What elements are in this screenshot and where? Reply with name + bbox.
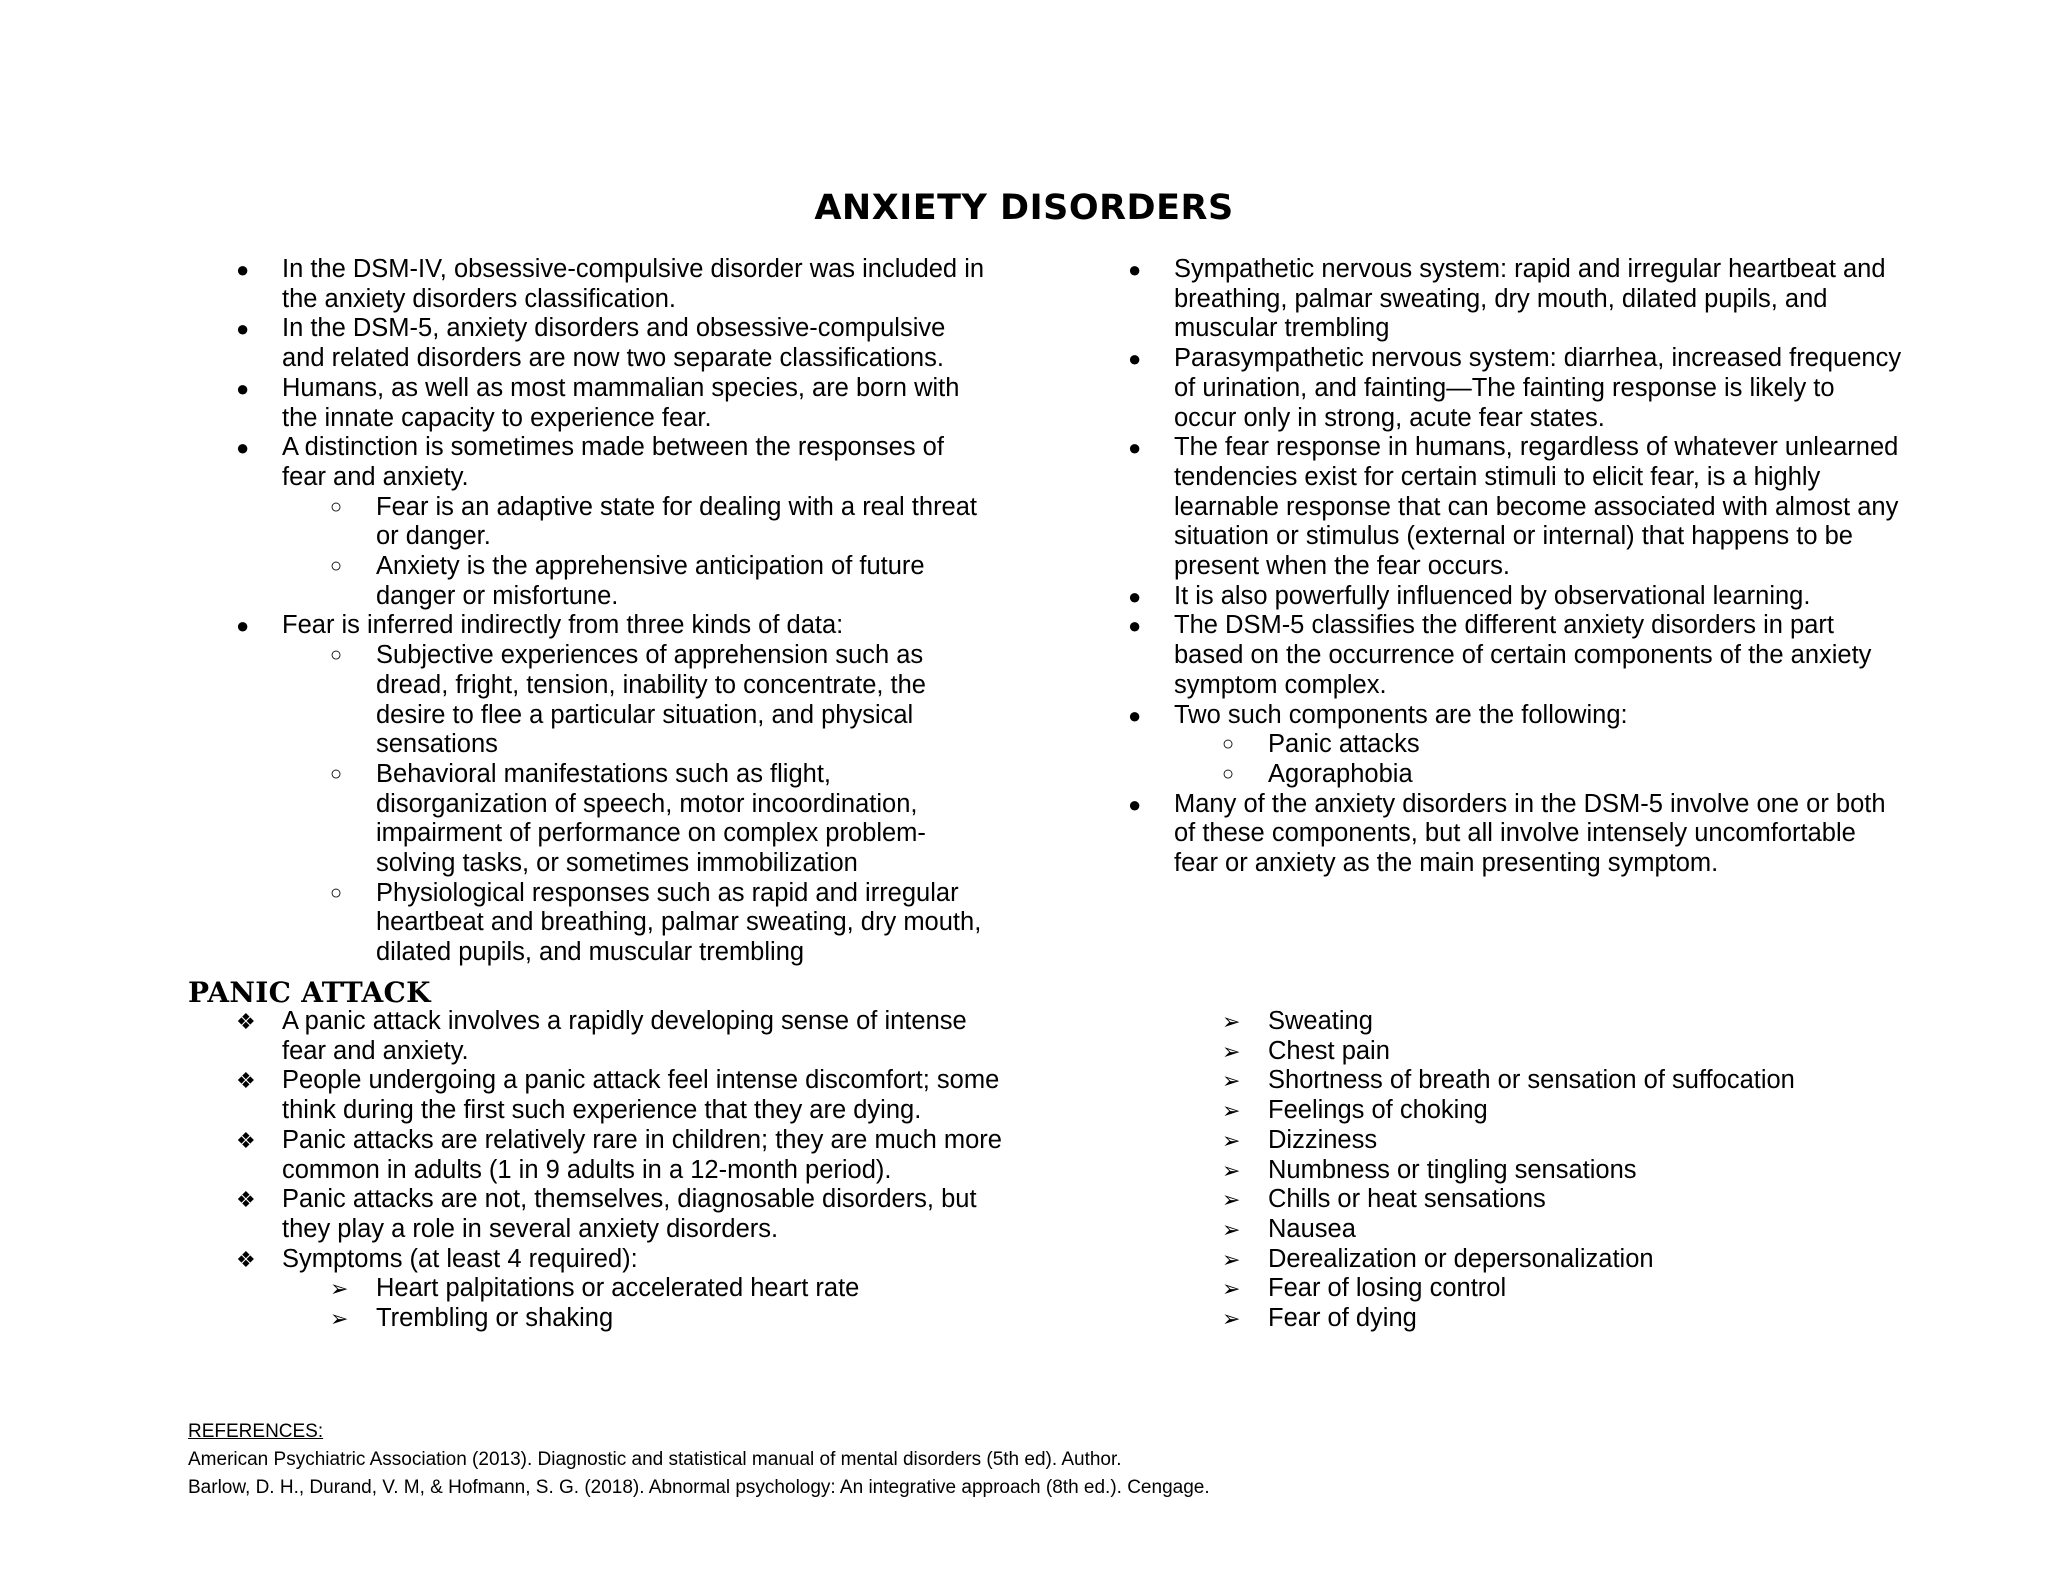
diamond-bullet-icon: ❖ bbox=[236, 1246, 256, 1272]
dot-bullet-icon: ● bbox=[1128, 346, 1142, 372]
symptom-item bbox=[1122, 1096, 1902, 1126]
sub-list-item bbox=[1122, 760, 1902, 790]
symptom-text: Shortness of breath or sensation of suffocation bbox=[1268, 1066, 1795, 1095]
symptom-item bbox=[1122, 1066, 1902, 1096]
list-item-text: A panic attack involves a rapidly developing sense of intense fear and anxiety. bbox=[282, 1007, 967, 1065]
symptom-item bbox=[1122, 1215, 1902, 1245]
symptom-item bbox=[1122, 1274, 1902, 1304]
list-item bbox=[230, 611, 990, 641]
sub-list-item-text: Fear is an adaptive state for dealing with a real threat or danger. bbox=[376, 492, 978, 551]
list-item-text: Panic attacks are relatively rare in children; they are much more common in adults (1 in 9 adults in a 12-month period). bbox=[282, 1125, 1002, 1184]
list-item bbox=[1122, 433, 1902, 582]
list-item-text: People undergoing a panic attack feel intense discomfort; some think during the first such experience that they are dying. bbox=[282, 1066, 1000, 1125]
symptom-item bbox=[1122, 1304, 1902, 1334]
reference-item: American Psychiatric Association (2013). Diagnostic and statistical manual of mental disorders (5th ed). Author. bbox=[188, 1449, 1122, 1470]
panic-attack-heading: PANIC ATTACK bbox=[188, 976, 431, 1009]
list-item bbox=[230, 433, 990, 492]
list-item bbox=[1122, 344, 1902, 433]
reference-item: Barlow, D. H., Durand, V. M, & Hofmann, S. G. (2018). Abnormal psychology: An integrative approach (8th ed.). Cengage. bbox=[188, 1477, 1210, 1498]
arrow-bullet-icon: ➢ bbox=[1222, 1246, 1241, 1272]
references bbox=[188, 1418, 1210, 1502]
ring-bullet-icon: ○ bbox=[330, 495, 343, 518]
dot-bullet-icon: ● bbox=[1128, 257, 1142, 282]
list-item bbox=[230, 255, 990, 314]
sub-list-item bbox=[230, 1304, 1010, 1334]
page-title: ANXIETY DISORDERS bbox=[814, 188, 1234, 228]
symptom-text: Chest pain bbox=[1268, 1036, 1390, 1065]
symptom-text: Fear of dying bbox=[1268, 1304, 1417, 1333]
sub-list-item bbox=[230, 879, 990, 968]
list-item bbox=[230, 314, 990, 373]
sub-list-item bbox=[230, 760, 990, 879]
dot-bullet-icon: ● bbox=[1128, 791, 1142, 817]
diamond-bullet-icon: ❖ bbox=[236, 1009, 256, 1034]
sub-list-item bbox=[230, 641, 990, 760]
overview-right-list bbox=[1122, 255, 1902, 879]
list-item-text: Parasympathetic nervous system: diarrhea, increased frequency of urination, and fainting—The fainting response is likely to occur only in strong, acute fear states. bbox=[1174, 344, 1902, 432]
sub-list-item-text: Agoraphobia bbox=[1268, 759, 1413, 788]
symptom-item bbox=[1122, 1156, 1902, 1186]
list-item bbox=[1122, 255, 1902, 344]
list-item bbox=[1122, 701, 1902, 731]
panic-left-list bbox=[230, 1007, 1010, 1334]
ring-bullet-icon: ○ bbox=[1222, 733, 1235, 756]
list-item-text: It is also powerfully influenced by observational learning. bbox=[1174, 581, 1811, 610]
arrow-bullet-icon: ➢ bbox=[330, 1276, 349, 1302]
symptom-text: Fear of losing control bbox=[1268, 1274, 1507, 1303]
arrow-bullet-icon: ➢ bbox=[1222, 1276, 1241, 1302]
list-item bbox=[230, 374, 990, 433]
list-item-text: Panic attacks are not, themselves, diagnosable disorders, but they play a role in several anxiety disorders. bbox=[282, 1185, 977, 1243]
sub-list-item-text: Physiological responses such as rapid and irregular heartbeat and breathing, palmar sweating, dry mouth, dilated pupils, and muscular trembling bbox=[376, 878, 982, 967]
arrow-bullet-icon: ➢ bbox=[1222, 1098, 1241, 1124]
diamond-bullet-icon: ❖ bbox=[236, 1068, 256, 1094]
list-item-text: The fear response in humans, regardless of whatever unlearned tendencies exist for certain stimuli to elicit fear, is a highly learnable response that can become associated with almost any situation or stimulus (external or internal) that happens to be present when the fear occurs. bbox=[1174, 433, 1899, 581]
sub-list-item bbox=[1122, 730, 1902, 760]
symptom-text: Dizziness bbox=[1268, 1125, 1378, 1154]
dot-bullet-icon: ● bbox=[236, 316, 250, 342]
sub-list-item-text: Trembling or shaking bbox=[376, 1304, 614, 1333]
arrow-bullet-icon: ➢ bbox=[1222, 1038, 1241, 1064]
dot-bullet-icon: ● bbox=[236, 613, 250, 639]
panic-symptoms-list bbox=[1122, 1007, 1902, 1334]
list-item bbox=[230, 1185, 1010, 1244]
list-item-text: Two such components are the following: bbox=[1174, 700, 1628, 729]
list-item bbox=[230, 1066, 1010, 1125]
symptom-item bbox=[1122, 1245, 1902, 1275]
list-item bbox=[230, 1126, 1010, 1185]
references-heading: REFERENCES: bbox=[188, 1421, 324, 1442]
symptom-text: Nausea bbox=[1268, 1214, 1356, 1243]
symptom-text: Sweating bbox=[1268, 1007, 1373, 1035]
arrow-bullet-icon: ➢ bbox=[1222, 1009, 1241, 1034]
overview-left-list bbox=[230, 255, 990, 968]
dot-bullet-icon: ● bbox=[236, 257, 250, 282]
list-item-text: Humans, as well as most mammalian species, are born with the innate capacity to experience fear. bbox=[282, 373, 960, 432]
symptom-item bbox=[1122, 1185, 1902, 1215]
sub-list-item-text: Panic attacks bbox=[1268, 730, 1420, 759]
symptom-text: Derealization or depersonalization bbox=[1268, 1244, 1654, 1273]
list-item-text: Fear is inferred indirectly from three kinds of data: bbox=[282, 611, 844, 640]
arrow-bullet-icon: ➢ bbox=[1222, 1306, 1241, 1332]
arrow-bullet-icon: ➢ bbox=[330, 1306, 349, 1332]
diamond-bullet-icon: ❖ bbox=[236, 1127, 256, 1153]
sub-list-item-text: Subjective experiences of apprehension such as dread, fright, tension, inability to concentrate, the desire to flee a particular situation, and physical sensations bbox=[376, 641, 926, 759]
ring-bullet-icon: ○ bbox=[330, 762, 343, 785]
sub-list-item-text: Heart palpitations or accelerated heart rate bbox=[376, 1274, 860, 1303]
symptom-item bbox=[1122, 1126, 1902, 1156]
diamond-bullet-icon: ❖ bbox=[236, 1187, 256, 1213]
symptom-item bbox=[1122, 1007, 1902, 1037]
dot-bullet-icon: ● bbox=[1128, 702, 1142, 728]
dot-bullet-icon: ● bbox=[1128, 613, 1142, 639]
arrow-bullet-icon: ➢ bbox=[1222, 1127, 1241, 1153]
symptom-text: Feelings of choking bbox=[1268, 1096, 1488, 1125]
dot-bullet-icon: ● bbox=[1128, 435, 1142, 461]
list-item-text: In the DSM-IV, obsessive-compulsive disorder was included in the anxiety disorders classification. bbox=[282, 255, 985, 313]
list-item-text: In the DSM-5, anxiety disorders and obsessive-compulsive and related disorders are now two separate classifications. bbox=[282, 314, 946, 373]
ring-bullet-icon: ○ bbox=[330, 881, 343, 904]
sub-list-item-text: Behavioral manifestations such as flight, disorganization of speech, motor incoordination, impairment of performance on complex problem-solving tasks, or sometimes immobilization bbox=[376, 759, 926, 878]
dot-bullet-icon: ● bbox=[236, 435, 250, 461]
sub-list-item bbox=[230, 493, 990, 552]
ring-bullet-icon: ○ bbox=[330, 644, 343, 667]
symptom-text: Chills or heat sensations bbox=[1268, 1185, 1546, 1214]
list-item bbox=[1122, 611, 1902, 700]
ring-bullet-icon: ○ bbox=[1222, 762, 1235, 785]
dot-bullet-icon: ● bbox=[1128, 583, 1142, 609]
list-item-text: A distinction is sometimes made between the responses of fear and anxiety. bbox=[282, 433, 944, 491]
sub-list-item-text: Anxiety is the apprehensive anticipation of future danger or misfortune. bbox=[376, 552, 925, 610]
symptom-text: Numbness or tingling sensations bbox=[1268, 1155, 1637, 1184]
list-item bbox=[230, 1007, 1010, 1066]
ring-bullet-icon: ○ bbox=[330, 555, 343, 578]
arrow-bullet-icon: ➢ bbox=[1222, 1187, 1241, 1213]
arrow-bullet-icon: ➢ bbox=[1222, 1068, 1241, 1094]
list-item bbox=[230, 1245, 1010, 1275]
arrow-bullet-icon: ➢ bbox=[1222, 1157, 1241, 1183]
arrow-bullet-icon: ➢ bbox=[1222, 1216, 1241, 1242]
symptom-item bbox=[1122, 1037, 1902, 1067]
list-item-text: Many of the anxiety disorders in the DSM-5 involve one or both of these components, but all involve intensely uncomfortable fear or anxiety as the main presenting symptom. bbox=[1174, 789, 1886, 878]
sub-list-item bbox=[230, 552, 990, 611]
list-item bbox=[1122, 582, 1902, 612]
list-item bbox=[1122, 790, 1902, 879]
sub-list-item bbox=[230, 1274, 1010, 1304]
list-item-text: Symptoms (at least 4 required): bbox=[282, 1244, 638, 1273]
list-item-text: Sympathetic nervous system: rapid and irregular heartbeat and breathing, palmar sweating, dry mouth, dilated pupils, and muscular trembling bbox=[1174, 255, 1886, 343]
list-item-text: The DSM-5 classifies the different anxiety disorders in part based on the occurrence of certain components of the anxiety symptom complex. bbox=[1174, 611, 1872, 699]
dot-bullet-icon: ● bbox=[236, 375, 250, 401]
